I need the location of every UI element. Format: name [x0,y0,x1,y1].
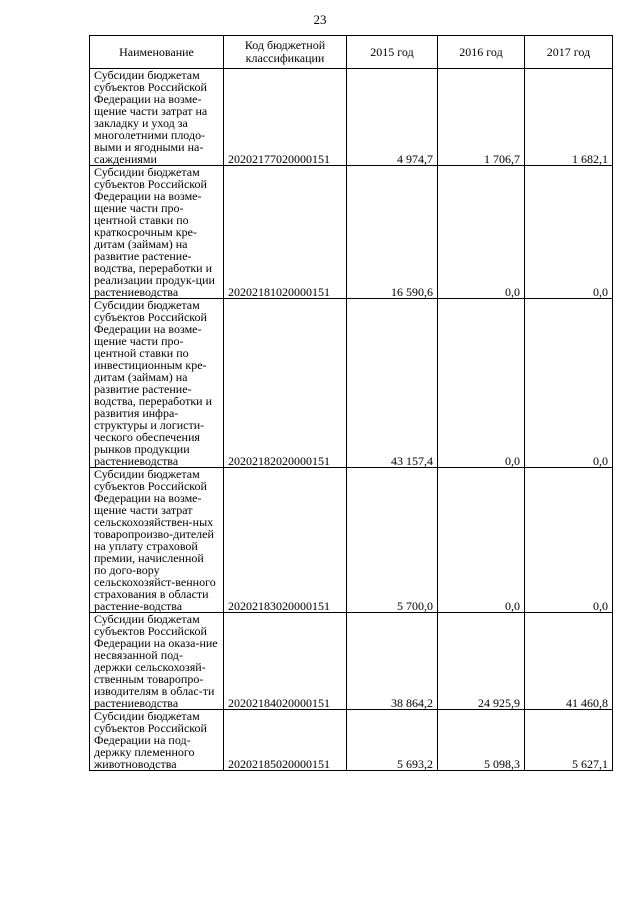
row-2017: 5 627,1 [525,710,613,771]
row-2016: 0,0 [438,299,525,468]
row-2015: 16 590,6 [347,166,438,299]
header-2016: 2016 год [438,36,525,69]
header-2017: 2017 год [525,36,613,69]
row-2016: 1 706,7 [438,69,525,166]
row-2017: 0,0 [525,166,613,299]
header-name: Наименование [90,36,224,69]
table-row [90,710,613,771]
row-2015: 43 157,4 [347,299,438,468]
row-2017: 1 682,1 [525,69,613,166]
table-header-row [90,36,613,69]
row-2016: 0,0 [438,166,525,299]
table-row [90,166,613,299]
row-name: Субсидии бюджетам субъектов Российской Федерации на под-держку племенного животноводства [90,710,224,771]
row-name: Субсидии бюджетам субъектов Российской Федерации на возме-щение части про-центной ставки по инвестиционным кре-дитам (займам) на развитие растение-водства, переработки и развития инфра-структуры и логисти-ческого обеспечения рынков продукции растениеводства [90,299,224,468]
row-2015: 5 700,0 [347,468,438,613]
row-2017: 41 460,8 [525,613,613,710]
row-name: Субсидии бюджетам субъектов Российской Федерации на оказа-ние несвязанной под-держки сельскохозяй-ственным товаропро-изводителям в облас-ти растениеводства [90,613,224,710]
row-2015: 4 974,7 [347,69,438,166]
row-code: 20202185020000151 [224,710,347,771]
row-name: Субсидии бюджетам субъектов Российской Федерации на возме-щение части затрат сельскохозяйствен-ных товаропроизво-дителей на уплату страховой премии, начисленной по дого-вору сельскохозяйст-венного страхования в области растение-водства [90,468,224,613]
row-name: Субсидии бюджетам субъектов Российской Федерации на возме-щение части про-центной ставки по краткосрочным кре-дитам (займам) на развитие растение-водства, переработки и реализации продук-ции растениеводства [90,166,224,299]
table-row [90,468,613,613]
header-2015: 2015 год [347,36,438,69]
row-2016: 24 925,9 [438,613,525,710]
table-row [90,69,613,166]
row-2015: 38 864,2 [347,613,438,710]
row-2017: 0,0 [525,468,613,613]
row-code: 20202183020000151 [224,468,347,613]
page-number: 23 [313,12,327,27]
row-2016: 5 098,3 [438,710,525,771]
row-name: Субсидии бюджетам субъектов Российской Федерации на возме-щение части затрат на закладку и уход за многолетними плодо-выми и ягодными на-саждениями [90,69,224,166]
row-code: 20202184020000151 [224,613,347,710]
row-code: 20202177020000151 [224,69,347,166]
row-2016: 0,0 [438,468,525,613]
table-row [90,299,613,468]
row-code: 20202182020000151 [224,299,347,468]
row-2017: 0,0 [525,299,613,468]
row-2015: 5 693,2 [347,710,438,771]
table-row [90,613,613,710]
budget-table [89,35,613,771]
header-code: Код бюджетной классификации [224,36,347,69]
row-code: 20202181020000151 [224,166,347,299]
